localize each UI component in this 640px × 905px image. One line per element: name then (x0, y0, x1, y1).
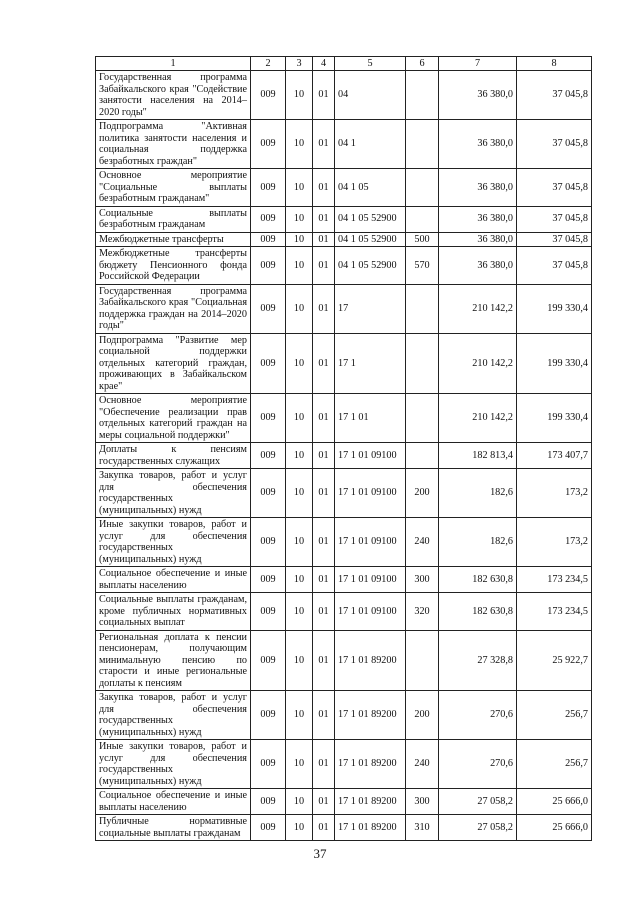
target-article-cell: 17 1 01 89200 (335, 691, 406, 740)
admin-code-cell: 009 (251, 593, 286, 631)
page-number: 37 (313, 846, 327, 861)
target-article-cell: 17 1 01 09100 (335, 593, 406, 631)
amount-year2-cell: 173 234,5 (517, 593, 592, 631)
table-row (96, 206, 592, 232)
expense-type-cell: 200 (406, 691, 439, 740)
section-cell: 10 (286, 567, 313, 593)
amount-year1-cell: 27 328,8 (439, 630, 517, 691)
table-row (96, 691, 592, 740)
admin-code-cell: 009 (251, 120, 286, 169)
amount-year2-cell: 25 922,7 (517, 630, 592, 691)
section-cell: 10 (286, 789, 313, 815)
amount-year1-cell: 182,6 (439, 518, 517, 567)
admin-code-cell: 009 (251, 71, 286, 120)
section-cell: 10 (286, 593, 313, 631)
target-article-cell: 17 1 01 89200 (335, 740, 406, 789)
amount-year2-cell: 37 045,8 (517, 232, 592, 247)
amount-year1-cell: 36 380,0 (439, 206, 517, 232)
row-name-cell: Межбюджетные трансферты бюджету Пенсионного фонда Российской Федерации (96, 247, 251, 285)
amount-year2-cell: 25 666,0 (517, 789, 592, 815)
admin-code-cell: 009 (251, 469, 286, 518)
row-name-cell: Подпрограмма "Развитие мер социальной поддержки отдельных категорий граждан, проживающих в Забайкальском крае" (96, 333, 251, 394)
admin-code-cell: 009 (251, 567, 286, 593)
subsection-cell: 01 (313, 740, 335, 789)
table-row (96, 593, 592, 631)
amount-year2-cell: 37 045,8 (517, 71, 592, 120)
target-article-cell: 17 (335, 284, 406, 333)
expense-type-cell: 310 (406, 815, 439, 841)
target-article-cell: 17 1 01 09100 (335, 443, 406, 469)
table-row (96, 333, 592, 394)
target-article-cell: 04 1 05 52900 (335, 247, 406, 285)
target-article-cell: 17 1 01 89200 (335, 630, 406, 691)
column-header: 3 (286, 57, 313, 71)
admin-code-cell: 009 (251, 232, 286, 247)
row-name-cell: Закупка товаров, работ и услуг для обеспечения государственных (муниципальных) нужд (96, 691, 251, 740)
table-row (96, 394, 592, 443)
amount-year1-cell: 182 630,8 (439, 593, 517, 631)
admin-code-cell: 009 (251, 518, 286, 567)
section-cell: 10 (286, 247, 313, 285)
section-cell: 10 (286, 815, 313, 841)
subsection-cell: 01 (313, 71, 335, 120)
row-name-cell: Социальные выплаты гражданам, кроме публичных нормативных социальных выплат (96, 593, 251, 631)
amount-year2-cell: 37 045,8 (517, 120, 592, 169)
section-cell: 10 (286, 469, 313, 518)
row-name-cell: Социальное обеспечение и иные выплаты населению (96, 567, 251, 593)
table-row (96, 740, 592, 789)
target-article-cell: 04 1 05 (335, 169, 406, 207)
column-header: 1 (96, 57, 251, 71)
row-name-cell: Закупка товаров, работ и услуг для обеспечения государственных (муниципальных) нужд (96, 469, 251, 518)
table-row (96, 247, 592, 285)
expense-type-cell: 500 (406, 232, 439, 247)
section-cell: 10 (286, 333, 313, 394)
column-header: 7 (439, 57, 517, 71)
admin-code-cell: 009 (251, 815, 286, 841)
section-cell: 10 (286, 71, 313, 120)
section-cell: 10 (286, 691, 313, 740)
amount-year2-cell: 256,7 (517, 691, 592, 740)
subsection-cell: 01 (313, 593, 335, 631)
amount-year2-cell: 173 407,7 (517, 443, 592, 469)
subsection-cell: 01 (313, 443, 335, 469)
subsection-cell: 01 (313, 284, 335, 333)
subsection-cell: 01 (313, 691, 335, 740)
expense-type-cell (406, 206, 439, 232)
subsection-cell: 01 (313, 789, 335, 815)
target-article-cell: 17 1 01 (335, 394, 406, 443)
amount-year1-cell: 36 380,0 (439, 232, 517, 247)
amount-year2-cell: 37 045,8 (517, 206, 592, 232)
amount-year1-cell: 210 142,2 (439, 333, 517, 394)
section-cell: 10 (286, 169, 313, 207)
amount-year2-cell: 37 045,8 (517, 169, 592, 207)
expense-type-cell: 200 (406, 469, 439, 518)
expense-type-cell: 240 (406, 518, 439, 567)
amount-year1-cell: 210 142,2 (439, 284, 517, 333)
amount-year1-cell: 182 813,4 (439, 443, 517, 469)
table-row (96, 789, 592, 815)
column-header: 2 (251, 57, 286, 71)
table-row (96, 518, 592, 567)
target-article-cell: 17 1 01 89200 (335, 789, 406, 815)
target-article-cell: 17 1 (335, 333, 406, 394)
column-header: 8 (517, 57, 592, 71)
row-name-cell: Подпрограмма "Активная политика занятости населения и социальная поддержка безработных граждан" (96, 120, 251, 169)
row-name-cell: Социальные выплаты безработным гражданам (96, 206, 251, 232)
amount-year2-cell: 256,7 (517, 740, 592, 789)
table-header (96, 57, 592, 71)
target-article-cell: 17 1 01 09100 (335, 518, 406, 567)
row-name-cell: Основное мероприятие "Социальные выплаты безработным гражданам" (96, 169, 251, 207)
amount-year2-cell: 173,2 (517, 518, 592, 567)
section-cell: 10 (286, 443, 313, 469)
subsection-cell: 01 (313, 333, 335, 394)
admin-code-cell: 009 (251, 691, 286, 740)
subsection-cell: 01 (313, 815, 335, 841)
target-article-cell: 17 1 01 09100 (335, 567, 406, 593)
amount-year1-cell: 36 380,0 (439, 247, 517, 285)
table-row (96, 71, 592, 120)
subsection-cell: 01 (313, 469, 335, 518)
table-row (96, 815, 592, 841)
admin-code-cell: 009 (251, 630, 286, 691)
expense-type-cell (406, 71, 439, 120)
subsection-cell: 01 (313, 206, 335, 232)
subsection-cell: 01 (313, 518, 335, 567)
expense-type-cell (406, 394, 439, 443)
column-header: 6 (406, 57, 439, 71)
admin-code-cell: 009 (251, 206, 286, 232)
budget-document (95, 56, 591, 841)
column-header: 4 (313, 57, 335, 71)
amount-year2-cell: 199 330,4 (517, 333, 592, 394)
row-name-cell: Основное мероприятие "Обеспечение реализации прав отдельных категорий граждан на меры социальной поддержки" (96, 394, 251, 443)
subsection-cell: 01 (313, 394, 335, 443)
expense-type-cell (406, 630, 439, 691)
table-row (96, 630, 592, 691)
row-name-cell: Региональная доплата к пенсии пенсионерам, получающим минимальную пенсию по старости и иные региональные доплаты к пенсиям (96, 630, 251, 691)
expense-type-cell (406, 169, 439, 207)
expense-type-cell (406, 284, 439, 333)
expense-type-cell (406, 333, 439, 394)
amount-year2-cell: 37 045,8 (517, 247, 592, 285)
subsection-cell: 01 (313, 169, 335, 207)
expense-type-cell: 300 (406, 789, 439, 815)
target-article-cell: 17 1 01 89200 (335, 815, 406, 841)
table-row (96, 120, 592, 169)
amount-year2-cell: 173 234,5 (517, 567, 592, 593)
amount-year1-cell: 210 142,2 (439, 394, 517, 443)
table-row (96, 232, 592, 247)
row-name-cell: Государственная программа Забайкальского края "Социальная поддержка граждан на 2014–2020 годы" (96, 284, 251, 333)
admin-code-cell: 009 (251, 284, 286, 333)
row-name-cell: Государственная программа Забайкальского края "Содействие занятости населения на 2014–2020 годы" (96, 71, 251, 120)
target-article-cell: 04 1 05 52900 (335, 206, 406, 232)
header-row (96, 57, 592, 71)
section-cell: 10 (286, 206, 313, 232)
table-row (96, 567, 592, 593)
section-cell: 10 (286, 284, 313, 333)
amount-year1-cell: 27 058,2 (439, 789, 517, 815)
amount-year2-cell: 25 666,0 (517, 815, 592, 841)
table-row (96, 169, 592, 207)
row-name-cell: Межбюджетные трансферты (96, 232, 251, 247)
admin-code-cell: 009 (251, 740, 286, 789)
target-article-cell: 04 (335, 71, 406, 120)
amount-year1-cell: 27 058,2 (439, 815, 517, 841)
amount-year1-cell: 270,6 (439, 691, 517, 740)
row-name-cell: Публичные нормативные социальные выплаты гражданам (96, 815, 251, 841)
admin-code-cell: 009 (251, 247, 286, 285)
amount-year1-cell: 36 380,0 (439, 169, 517, 207)
amount-year1-cell: 36 380,0 (439, 120, 517, 169)
section-cell: 10 (286, 394, 313, 443)
subsection-cell: 01 (313, 120, 335, 169)
admin-code-cell: 009 (251, 443, 286, 469)
admin-code-cell: 009 (251, 789, 286, 815)
row-name-cell: Иные закупки товаров, работ и услуг для обеспечения государственных (муниципальных) нужд (96, 518, 251, 567)
table-row (96, 469, 592, 518)
section-cell: 10 (286, 740, 313, 789)
admin-code-cell: 009 (251, 394, 286, 443)
subsection-cell: 01 (313, 630, 335, 691)
row-name-cell: Социальное обеспечение и иные выплаты населению (96, 789, 251, 815)
subsection-cell: 01 (313, 567, 335, 593)
column-header: 5 (335, 57, 406, 71)
admin-code-cell: 009 (251, 333, 286, 394)
table-row (96, 443, 592, 469)
section-cell: 10 (286, 232, 313, 247)
amount-year2-cell: 199 330,4 (517, 284, 592, 333)
expense-type-cell: 300 (406, 567, 439, 593)
section-cell: 10 (286, 630, 313, 691)
table-body (96, 71, 592, 841)
amount-year1-cell: 270,6 (439, 740, 517, 789)
amount-year1-cell: 182 630,8 (439, 567, 517, 593)
section-cell: 10 (286, 120, 313, 169)
row-name-cell: Иные закупки товаров, работ и услуг для обеспечения государственных (муниципальных) нужд (96, 740, 251, 789)
row-name-cell: Доплаты к пенсиям государственных служащих (96, 443, 251, 469)
expense-type-cell: 240 (406, 740, 439, 789)
expense-type-cell (406, 120, 439, 169)
expense-type-cell: 570 (406, 247, 439, 285)
subsection-cell: 01 (313, 232, 335, 247)
target-article-cell: 17 1 01 09100 (335, 469, 406, 518)
target-article-cell: 04 1 05 52900 (335, 232, 406, 247)
amount-year1-cell: 182,6 (439, 469, 517, 518)
expense-type-cell (406, 443, 439, 469)
amount-year2-cell: 173,2 (517, 469, 592, 518)
table-row (96, 284, 592, 333)
target-article-cell: 04 1 (335, 120, 406, 169)
section-cell: 10 (286, 518, 313, 567)
budget-table (95, 56, 592, 841)
amount-year1-cell: 36 380,0 (439, 71, 517, 120)
expense-type-cell: 320 (406, 593, 439, 631)
amount-year2-cell: 199 330,4 (517, 394, 592, 443)
subsection-cell: 01 (313, 247, 335, 285)
admin-code-cell: 009 (251, 169, 286, 207)
